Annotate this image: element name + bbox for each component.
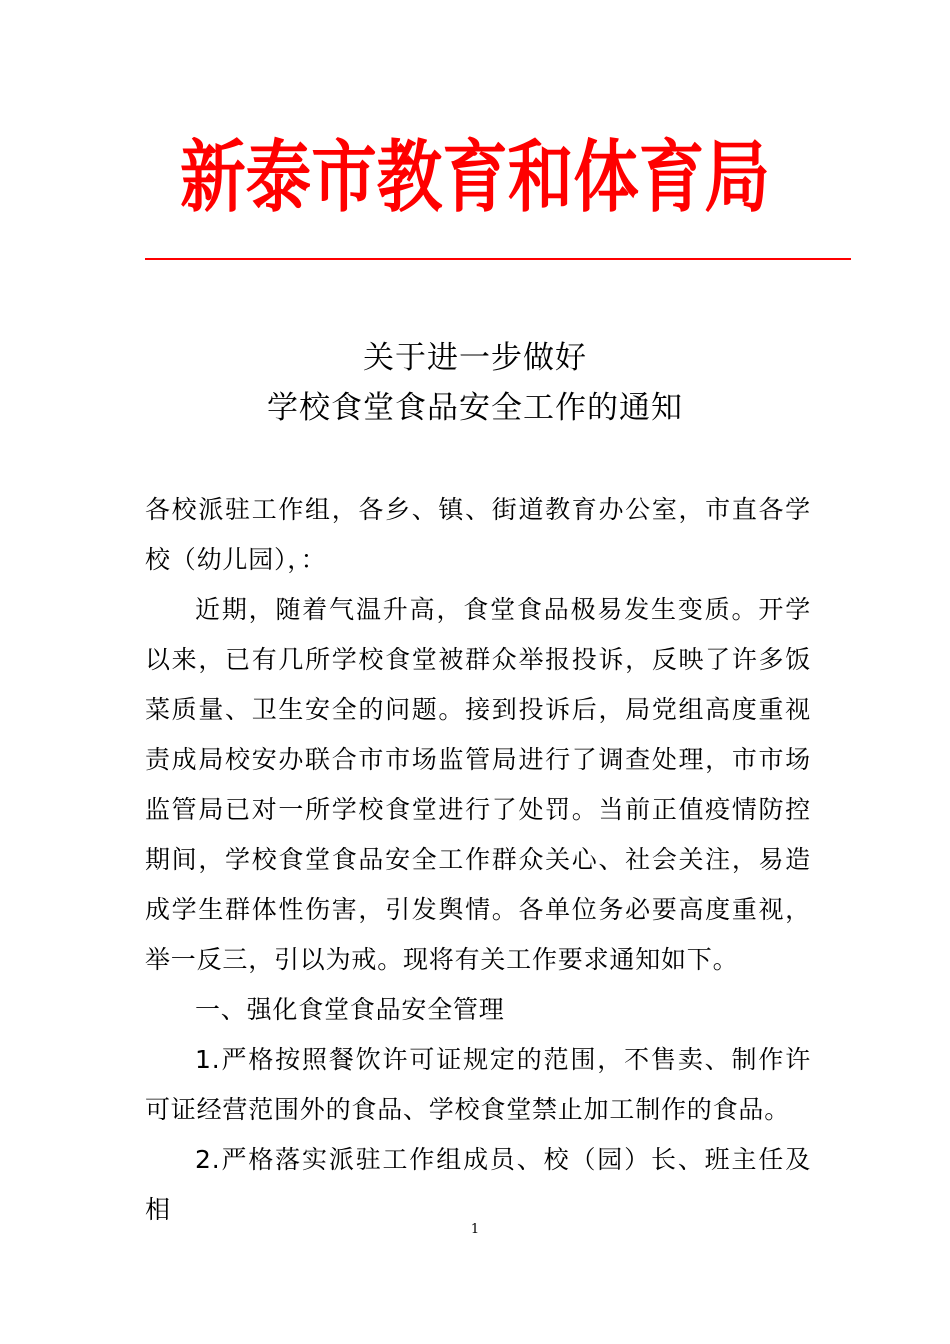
list-item-2: 2.严格落实派驻工作组成员、校（园）长、班主任及相 (145, 1145, 811, 1224)
page-number: 1 (470, 1222, 480, 1237)
list-item-1: 1.严格按照餐饮许可证规定的范围，不售卖、制作许可证经营范围外的食品、学校食堂禁止加工制作的食品。 (145, 1045, 811, 1124)
salutation: 各校派驻工作组，各乡、镇、街道教育办公室，市直各学校（幼儿园），： (145, 495, 811, 574)
red-divider-line (145, 258, 851, 260)
document-title-line2: 学校食堂食品安全工作的通知 (267, 390, 683, 426)
section-heading-1: 一、强化食堂食品安全管理 (195, 995, 505, 1024)
org-red-header (0, 128, 950, 228)
document-title-line1: 关于进一步做好 (363, 340, 587, 376)
document-body (145, 485, 811, 1235)
paragraph-intro: 近期，随着气温升高，食堂食品极易发生变质。开学以来，已有几所学校食堂被群众举报投诉，反映了许多饭菜质量、卫生安全的问题。接到投诉后，局党组高度重视责成局校安办联合市市场监管局进行了调查处理，市市场监管局已对一所学校食堂进行了处罚。当前正值疫情防控期间，学校食堂食品安全工作群众关心、社会关注，易造成学生群体性伤害，引发舆情。各单位务必要高度重视，举一反三，引以为戒。现将有关工作要求通知如下。 (145, 595, 811, 974)
org-name: 新泰市教育和体育局 (180, 133, 770, 223)
